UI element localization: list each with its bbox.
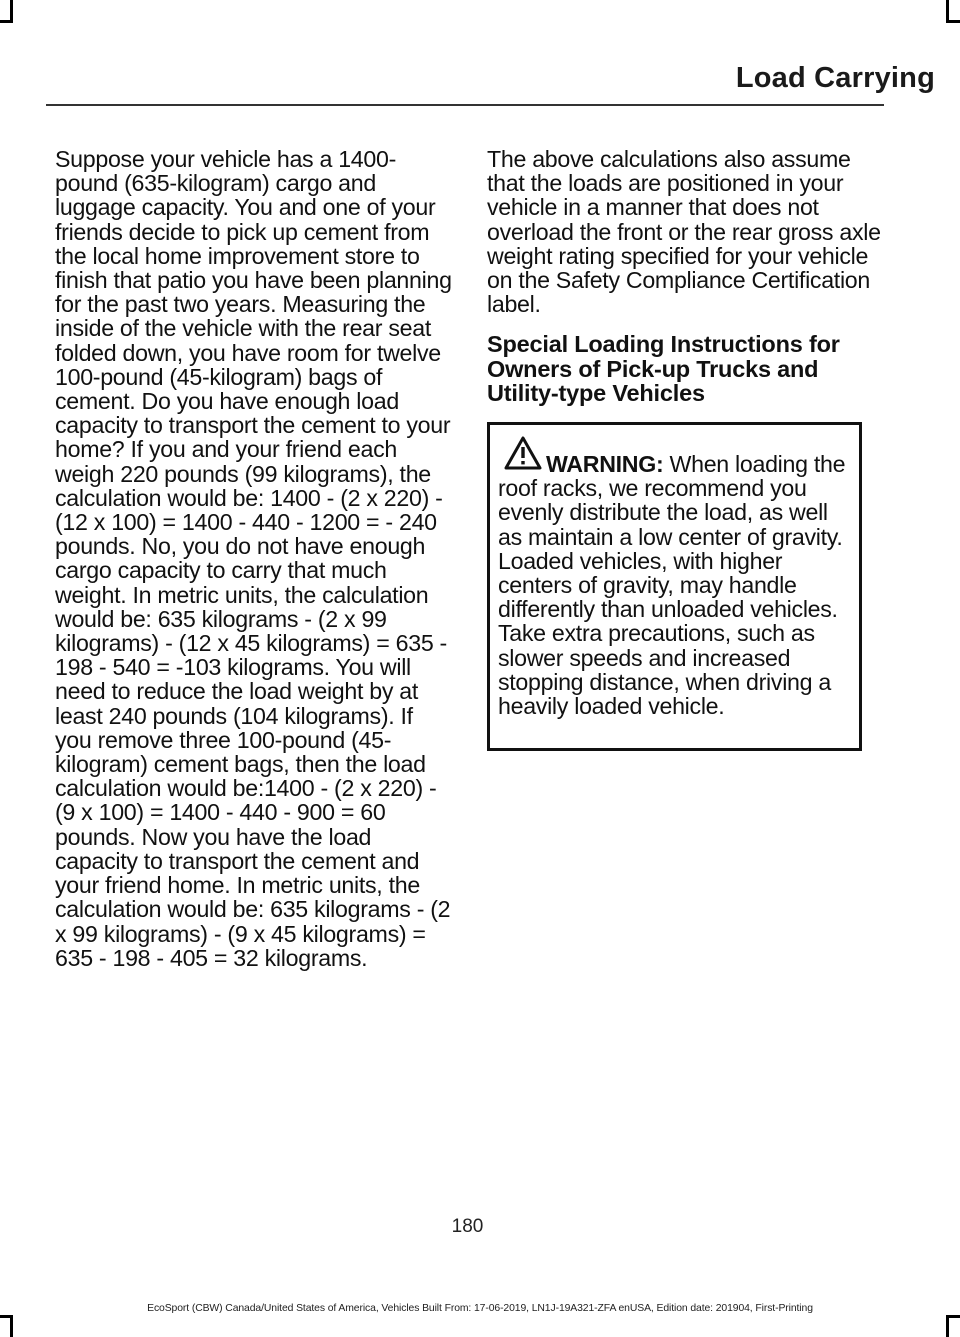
- warning-label: WARNING:: [546, 450, 664, 477]
- footer-edition-info: EcoSport (CBW) Canada/United States of America, Vehicles Built From: 17-06-2019, LN1J-19A321-ZFA enUSA, Edition date: 201904, First-Printing: [147, 1303, 813, 1314]
- crop-mark-bottom-left-horizontal: [0, 1315, 13, 1318]
- crop-mark-bottom-right-vertical: [946, 1315, 949, 1337]
- warning-triangle-icon: [503, 435, 543, 471]
- right-column: [487, 147, 885, 751]
- crop-mark-top-left-vertical: [10, 0, 13, 22]
- page-title: Load Carrying: [735, 62, 935, 94]
- page-number: 180: [451, 1216, 484, 1237]
- crop-mark-bottom-left-vertical: [10, 1315, 13, 1337]
- warning-text: [498, 452, 853, 718]
- warning-box: [487, 422, 862, 751]
- crop-mark-top-right-horizontal: [946, 20, 960, 23]
- crop-mark-bottom-right-horizontal: [946, 1315, 960, 1318]
- load-calculation-paragraph: Suppose your vehicle has a 1400-pound (635-kilogram) cargo and luggage capacity. You and one of your friends decide to pick up cement from the local home improvement store to finish that patio you have been planning for the past two years. Measuring the inside of the vehicle with the rear seat folded down, you have room for twelve 100-pound (45-kilogram) bags of cement. Do you have enough load capacity to transport the cement to your home? If you and your friend each weigh 220 pounds (99 kilograms), the calculation would be: 1400 - (2 x 220) - (12 x 100) = 1400 - 440 - 1200 = - 240 pounds. No, you do not have enough cargo capacity to carry that much weight. In metric units, the calculation would be: 635 kilograms - (2 x 99 kilograms) - (12 x 45 kilograms) = 635 - 198 - 540 = -103 kilograms. You will need to reduce the load weight by at least 240 pounds (104 kilograms). If you remove three 100-pound (45-kilogram) cement bags, then the load calculation would be:1400 - (2 x 220) - (9 x 100) = 1400 - 440 - 900 = 60 pounds. Now you have the load capacity to transport the cement and your friend home. In metric units, the calculation would be: 635 kilograms - (2 x 99 kilograms) - (9 x 45 kilograms) = 635 - 198 - 405 = 32 kilograms.: [55, 146, 452, 971]
- crop-mark-top-right-vertical: [946, 0, 949, 22]
- calculation-assumption-paragraph: The above calculations also assume that the loads are positioned in your vehicle in a manner that does not overload the front or the rear gross axle weight rating specified for your vehicle on the Safety Compliance Certification label.: [487, 146, 881, 318]
- header-divider: [46, 104, 884, 106]
- warning-body: When loading the roof racks, we recommend you evenly distribute the load, as well as maintain a low center of gravity. Loaded vehicles, with higher centers of gravity, may handle differently than unloaded vehicles. Take extra precautions, such as slower speeds and increased stopping distance, when driving a heavily loaded vehicle.: [498, 450, 846, 719]
- section-heading: Special Loading Instructions for Owners of Pick-up Trucks and Utility-type Vehicles: [487, 331, 840, 407]
- crop-mark-top-left-horizontal: [0, 20, 13, 23]
- left-column: [55, 147, 455, 970]
